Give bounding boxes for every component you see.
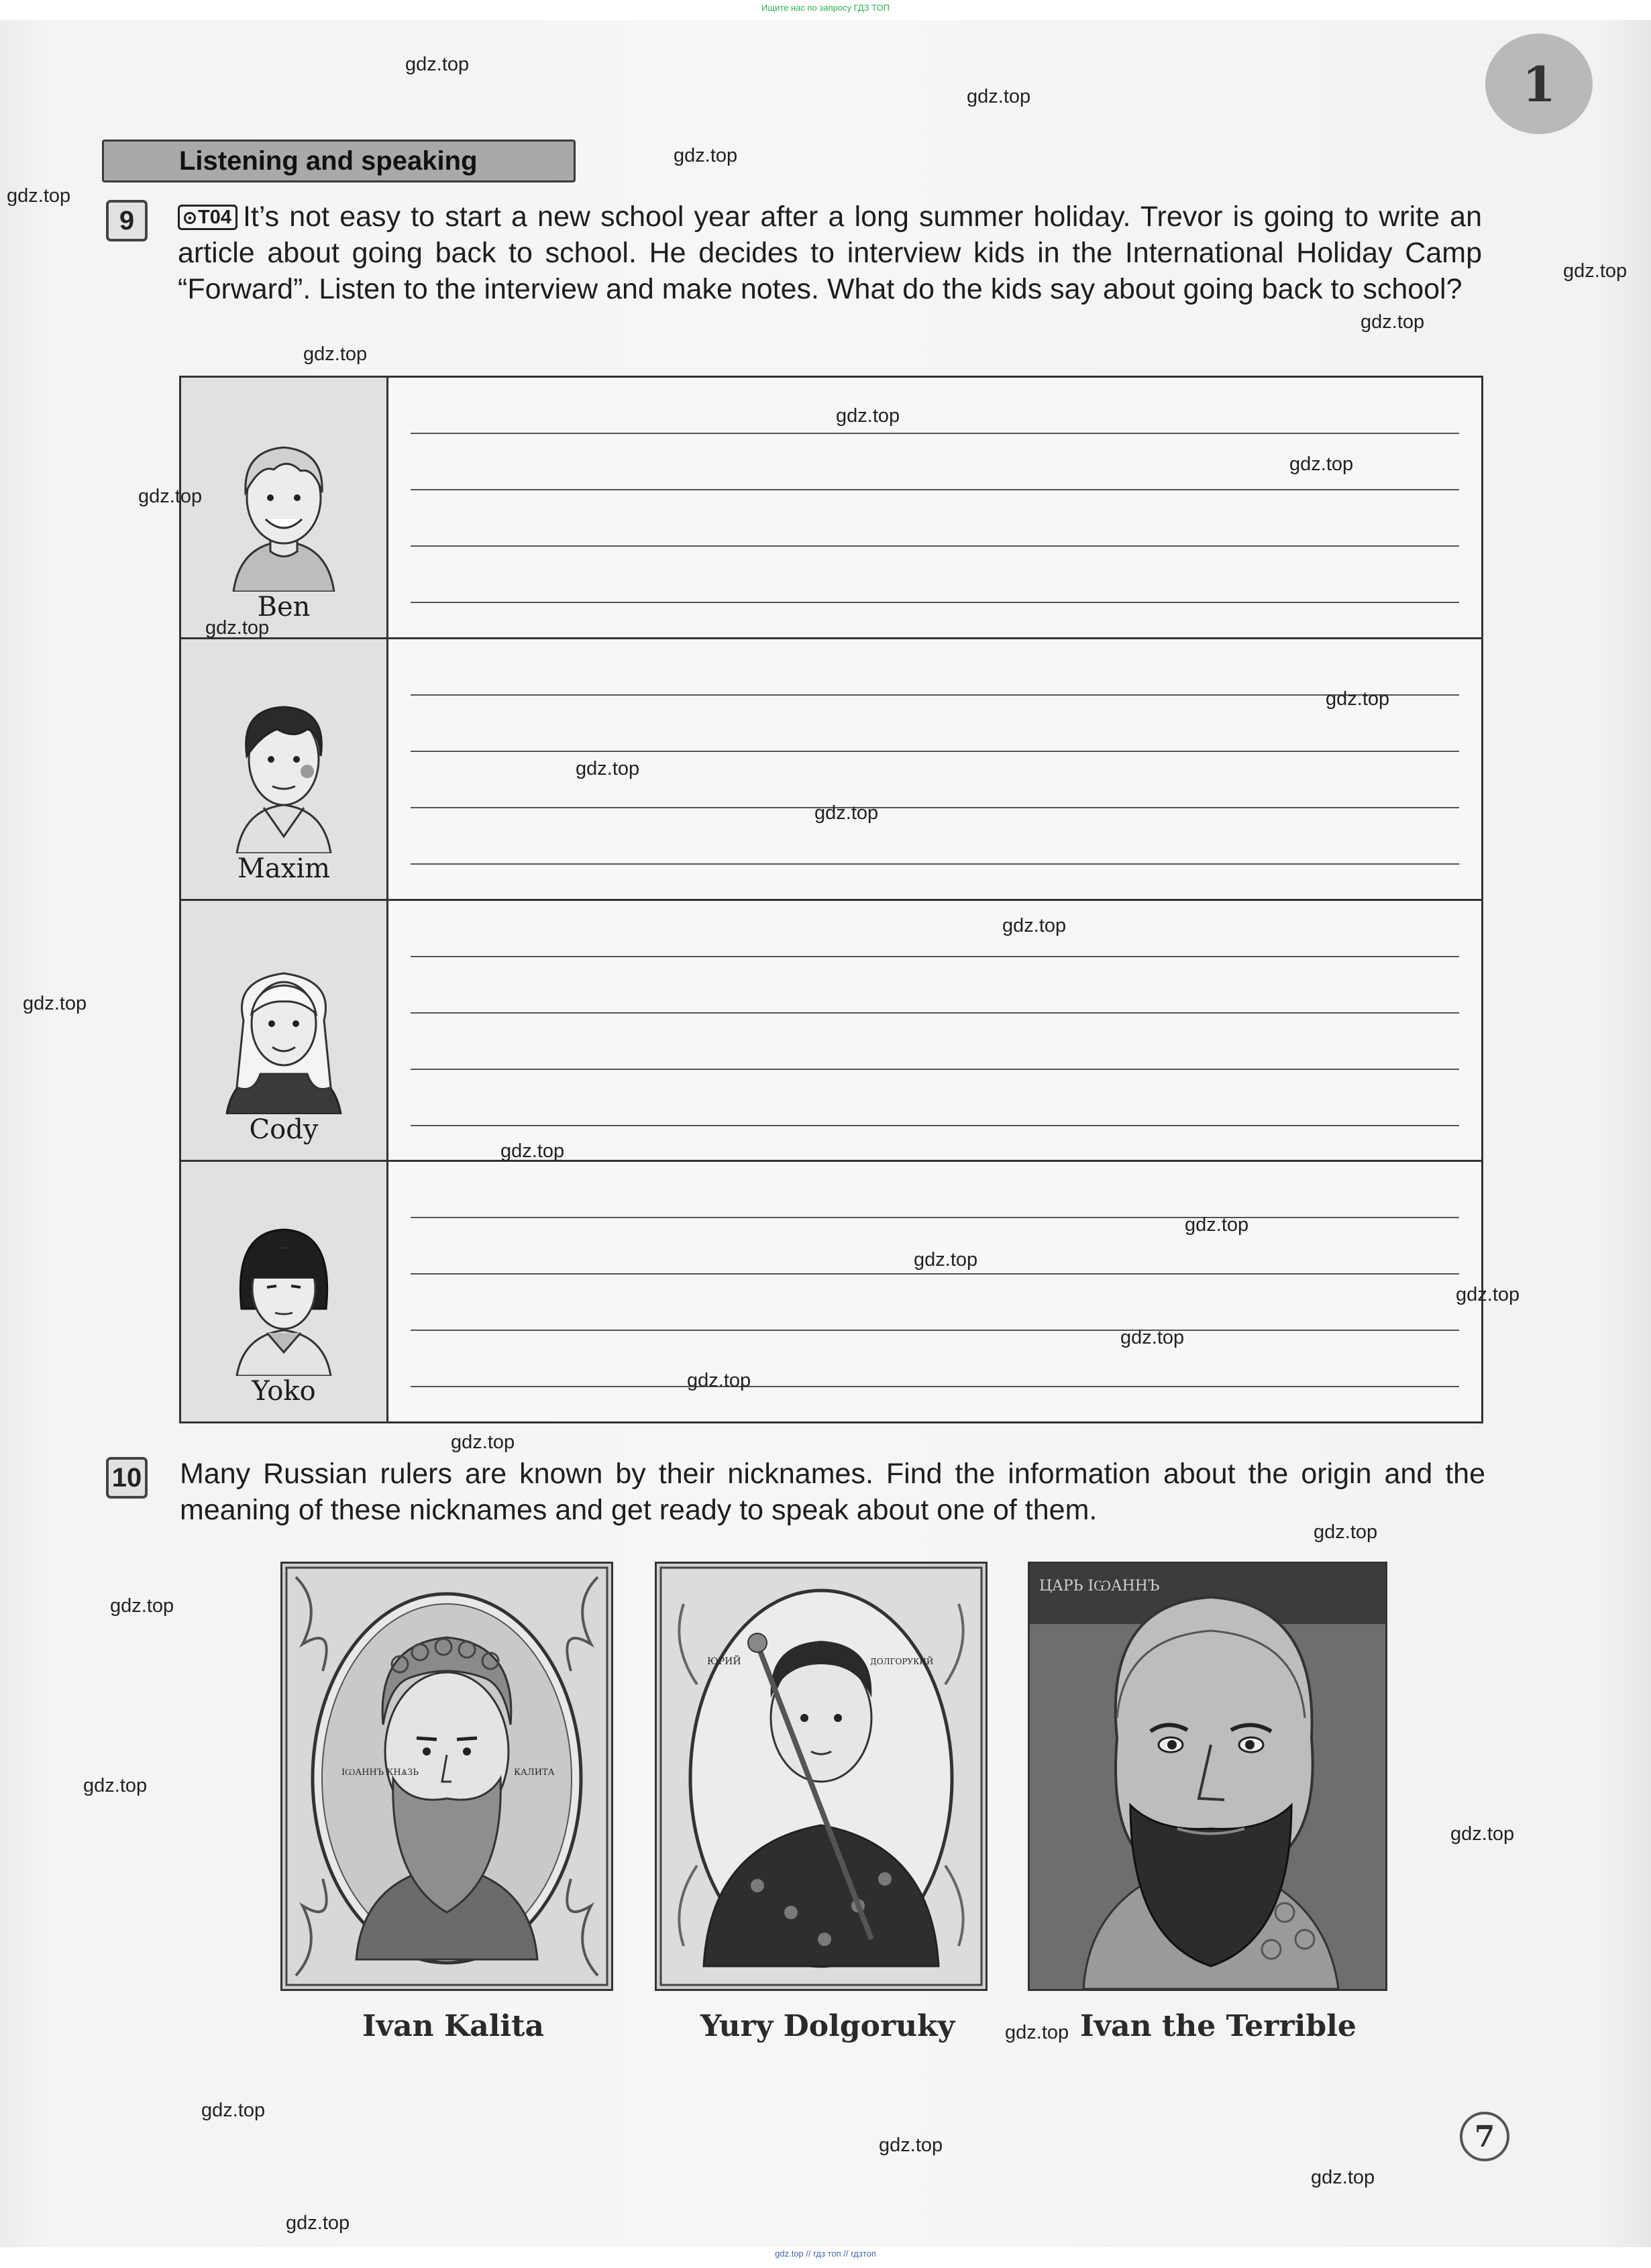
ivan-the-terrible-portrait [1028,1562,1387,1991]
notes-lines-ben [388,377,1483,639]
yury-dolgoruky-illustration [657,1564,986,1989]
write-line[interactable] [411,863,1459,865]
audio-disc-icon [184,212,196,224]
watermark[interactable]: gdz.top [836,405,900,427]
write-line[interactable] [411,1386,1459,1387]
write-line[interactable] [411,751,1459,752]
watermark[interactable]: gdz.top [1002,915,1067,936]
kid-name: Maxim [237,853,331,884]
write-line[interactable] [411,1273,1459,1275]
write-line[interactable] [411,1217,1459,1218]
maxim-portrait-image [207,692,361,853]
dolgoruky-left-inscription: ЮРИЙ [707,1656,741,1667]
cody-portrait-image [207,953,361,1114]
ruler-caption-ivan-the-terrible: Ivan the Terrible [1080,2009,1356,2043]
watermark[interactable]: gdz.top [303,343,368,365]
exercise-10-number: 10 [106,1457,148,1499]
kid-cell-yoko [180,1161,388,1423]
yury-dolgoruky-portrait [655,1562,988,1991]
write-line[interactable] [411,1125,1459,1126]
watermark[interactable]: gdz.top [286,2212,350,2234]
watermark[interactable]: gdz.top [879,2135,943,2156]
table-row [180,900,1483,1161]
audio-track-badge [178,205,237,230]
bottom-banner[interactable]: gdz.top // гдз топ // гдзтоп [775,2249,876,2259]
ivan-kalita-illustration [282,1564,611,1989]
audio-track-label: T04 [198,207,231,228]
watermark[interactable]: gdz.top [1314,1521,1378,1543]
watermark[interactable]: gdz.top [814,802,879,824]
watermark[interactable]: gdz.top [110,1595,174,1617]
write-line[interactable] [411,1012,1459,1014]
watermark[interactable]: gdz.top [405,54,470,75]
ruler-caption-ivan-kalita: Ivan Kalita [362,2009,544,2043]
watermark[interactable]: gdz.top [967,86,1031,107]
watermark[interactable]: gdz.top [1563,260,1628,282]
ivan-the-terrible-illustration [1030,1564,1385,1989]
watermark[interactable]: gdz.top [1361,311,1425,333]
watermark[interactable]: gdz.top [451,1432,515,1453]
ben-portrait-image [207,431,361,592]
watermark[interactable]: gdz.top [1185,1214,1249,1236]
write-line[interactable] [411,1330,1459,1331]
table-row [180,377,1483,639]
watermark[interactable]: gdz.top [1120,1327,1185,1348]
yoko-portrait-image [207,1215,361,1376]
ivan-kalita-portrait [280,1562,613,1991]
watermark[interactable]: gdz.top [500,1140,565,1162]
write-line[interactable] [411,694,1459,696]
dolgoruky-right-inscription: ДОЛГОРУКИЙ [870,1657,934,1666]
notes-table [179,376,1483,1423]
watermark[interactable]: gdz.top [1005,2022,1069,2043]
kid-cell-cody [180,900,388,1161]
watermark[interactable]: gdz.top [205,617,270,639]
write-line[interactable] [411,489,1459,490]
notes-lines-cody [388,900,1483,1161]
kid-name: Ben [257,591,311,623]
watermark[interactable]: gdz.top [1450,1823,1515,1845]
write-line[interactable] [411,545,1459,547]
watermark[interactable]: gdz.top [687,1370,751,1391]
exercise-10-text: Many Russian rulers are known by their nicknames. Find the information about the origin and the meaning of these nicknames and get ready to speak about one of them. [180,1458,1485,1526]
watermark[interactable]: gdz.top [576,758,640,779]
ruler-caption-yury-dolgoruky: Yury Dolgoruky [700,2009,955,2043]
kalita-left-inscription: ІѠАННЪ КНѦЗЬ [341,1768,419,1778]
kalita-right-inscription: КАЛИТА [514,1768,555,1778]
kid-name: Yoko [252,1376,316,1407]
kid-cell-ben [180,377,388,639]
write-line[interactable] [411,602,1459,603]
watermark[interactable]: gdz.top [674,145,738,166]
watermark[interactable]: gdz.top [138,486,203,507]
top-banner[interactable]: Ищите нас по запросу ГДЗ ТОП [761,3,890,13]
watermark[interactable]: gdz.top [914,1249,978,1271]
table-row [180,638,1483,900]
watermark[interactable]: gdz.top [1311,2167,1375,2188]
watermark[interactable]: gdz.top [1289,453,1354,475]
watermark[interactable]: gdz.top [7,185,71,207]
exercise-9-text: It’s not easy to start a new school year after a long summer holiday. Trevor is going to write an article about going back to school. He decides to interview kids in the International Holiday Camp “Forward”. Listen to the interview and make notes. What do the kids say about going back to school? [178,201,1482,305]
notes-lines-yoko [388,1161,1483,1423]
write-line[interactable] [411,956,1459,957]
page-number: 7 [1460,2112,1509,2161]
write-line[interactable] [411,1069,1459,1070]
notes-lines-maxim [388,638,1483,900]
terrible-inscription: ЦАРЬ ІѠАННЪ [1039,1578,1160,1595]
section-title: Listening and speaking [102,140,576,182]
write-line[interactable] [411,807,1459,808]
watermark[interactable]: gdz.top [1326,688,1390,710]
write-line[interactable] [411,433,1459,434]
watermark[interactable]: gdz.top [23,993,87,1014]
watermark[interactable]: gdz.top [201,2100,266,2121]
exercise-9-number: 9 [106,200,148,241]
unit-number-badge: 1 [1485,34,1593,134]
kid-name: Cody [249,1114,319,1146]
kid-cell-maxim [180,638,388,900]
table-row [180,1161,1483,1423]
exercise-9-instructions [178,199,1482,307]
watermark[interactable]: gdz.top [83,1775,148,1796]
watermark[interactable]: gdz.top [1456,1284,1520,1305]
